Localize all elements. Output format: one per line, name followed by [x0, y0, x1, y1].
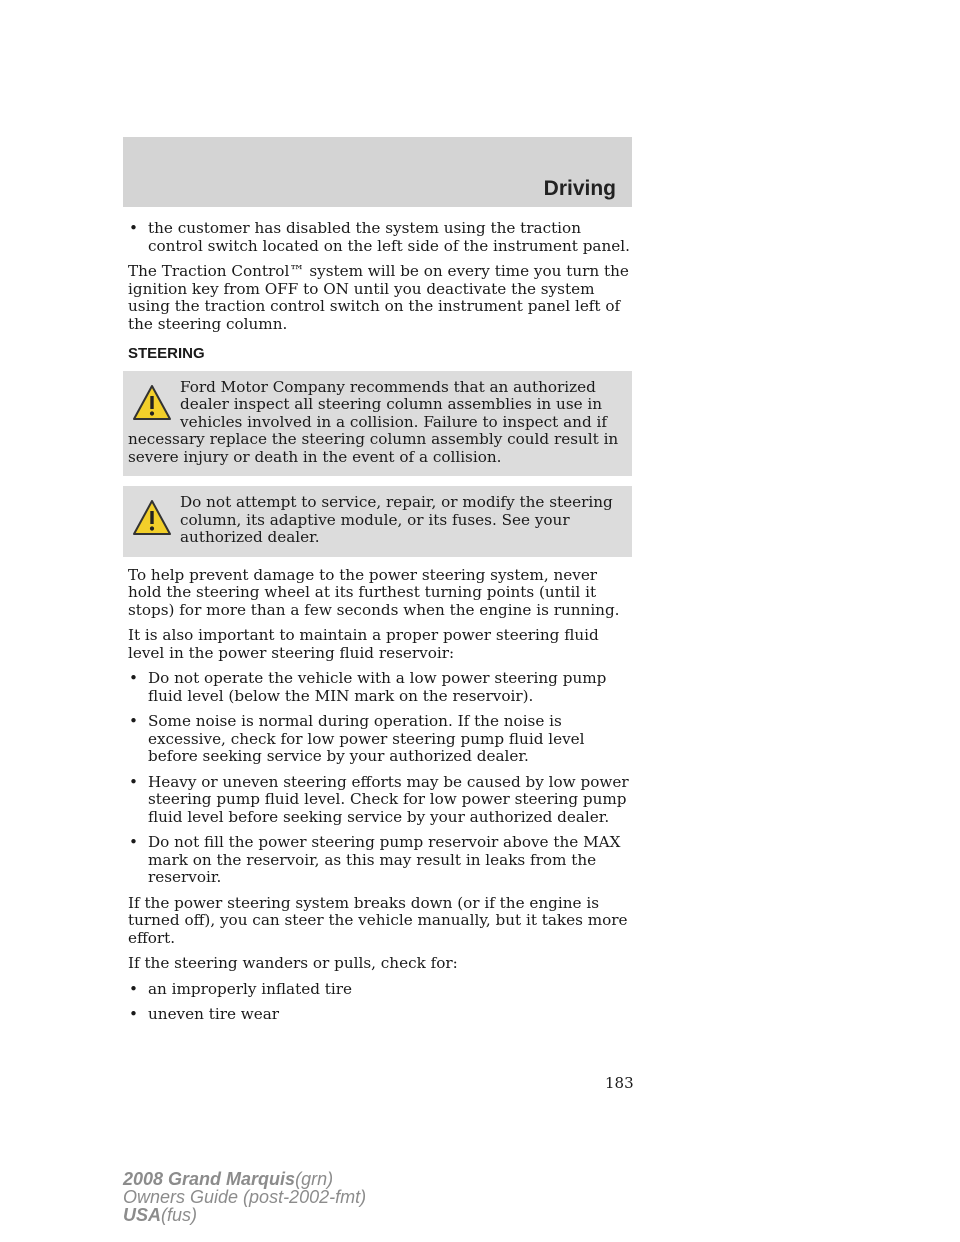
warning-box [123, 371, 632, 477]
bullet-icon: • [129, 1005, 138, 1023]
bullet-icon: • [129, 669, 138, 687]
warning-text: Do not attempt to service, repair, or modify the steering column, its adaptive module, or its fuses. See your authorized dealer. [180, 493, 613, 546]
warning-triangle-icon [132, 498, 172, 538]
bullet-icon: • [129, 772, 138, 791]
warning-triangle-icon [132, 383, 172, 423]
page-content [128, 220, 632, 1032]
fluid-level-paragraph: It is also important to maintain a proper power steering fluid level in the power steering fluid reservoir: [128, 626, 599, 662]
list-item [128, 220, 632, 255]
bullet-icon: • [129, 219, 138, 237]
list-item [128, 981, 632, 999]
bullet-text: an improperly inflated tire [148, 979, 352, 998]
traction-paragraph: The Traction Control™ system will be on every time you turn the ignition key from OFF to ON until you deactivate the system using the traction control switch on the instrument panel left of the steering column. [128, 262, 629, 333]
warning-box [123, 486, 632, 557]
list-item [128, 834, 632, 887]
section-title: Driving [543, 177, 616, 200]
section-header-band [123, 137, 632, 207]
breakdown-paragraph: If the power steering system breaks down (or if the engine is turned off), you can steer the vehicle manually, but it takes more effort. [128, 893, 628, 947]
footer-model-code: (grn) [295, 1169, 334, 1189]
bullet-icon: • [129, 712, 138, 730]
bullet-text: Some noise is normal during operation. If the noise is excessive, check for low power steering pump fluid level before seeking service by your authorized dealer. [148, 712, 585, 765]
list-item [128, 713, 632, 766]
bullet-text: Heavy or uneven steering efforts may be caused by low power steering pump fluid level. Check for low power steering pump fluid level before seeking service by your authorized dealer. [148, 772, 629, 826]
bullet-text: the customer has disabled the system using the traction control switch located on the left side of the instrument panel. [148, 219, 630, 255]
footer-document-info [123, 1170, 366, 1224]
page-number: 183 [605, 1074, 634, 1092]
footer-model: 2008 Grand Marquis [123, 1169, 296, 1189]
wanders-paragraph: If the steering wanders or pulls, check for: [128, 954, 458, 972]
steering-heading: STEERING [128, 345, 205, 362]
footer-line-guide: Owners Guide (post-2002-fmt) [123, 1187, 367, 1207]
prevent-damage-paragraph: To help prevent damage to the power steering system, never hold the steering wheel at its furthest turning points (until it stops) for more than a few seconds when the engine is running. [128, 565, 620, 619]
list-item [128, 670, 632, 705]
footer-line-model [123, 1170, 366, 1188]
footer-region-code: (fus) [161, 1205, 198, 1225]
bullet-text: Do not operate the vehicle with a low power steering pump fluid level (below the MIN mark on the reservoir). [148, 669, 607, 705]
list-item [128, 774, 632, 827]
footer-line-region [123, 1206, 366, 1224]
footer-region: USA [123, 1205, 162, 1225]
bullet-icon: • [129, 833, 138, 851]
list-item [128, 1006, 632, 1024]
warning-text: Ford Motor Company recommends that an authorized dealer inspect all steering column assemblies in use in vehicles involved in a collision. Failure to inspect and if necessary replace the steering column assembly could result in severe injury or death in the event of a collision. [128, 377, 619, 466]
bullet-text: Do not fill the power steering pump reservoir above the MAX mark on the reservoir, as this may result in leaks from the reservoir. [148, 833, 621, 886]
bullet-text: uneven tire wear [148, 1005, 280, 1023]
bullet-icon: • [129, 979, 138, 998]
